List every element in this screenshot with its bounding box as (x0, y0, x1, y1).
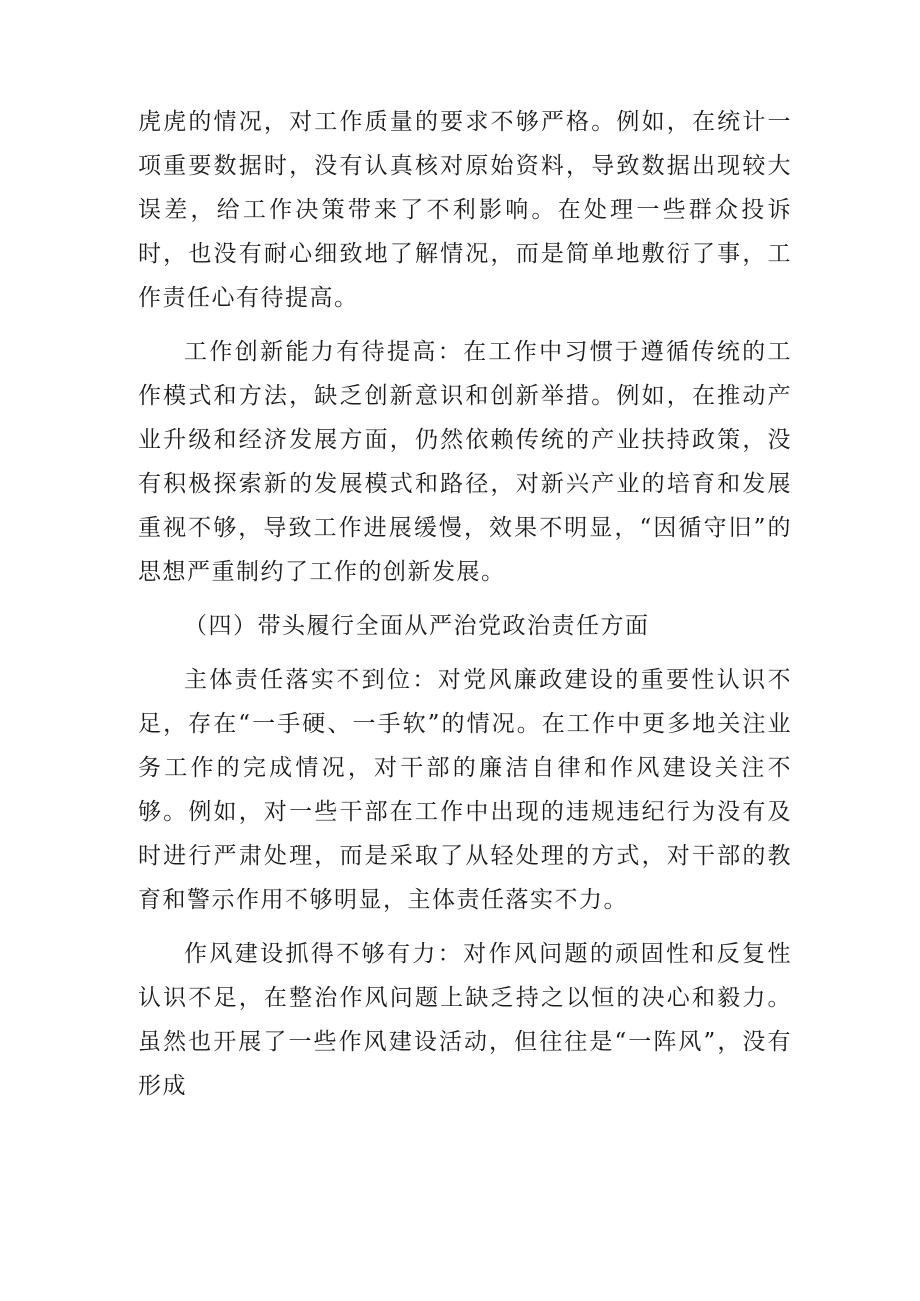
section-heading: （四）带头履行全面从严治党政治责任方面 (184, 613, 650, 639)
paragraph-work-style: 作风建设抓得不够有力：对作风问题的顽固性和反复性认识不足，在整治作风问题上缺乏持之以恒的决心和毅力。虽然也开展了一些作风建设活动，但往往是“一阵风”，没有形成 (138, 941, 792, 1099)
paragraph-innovation: 工作创新能力有待提高：在工作中习惯于遵循传统的工作模式和方法，缺乏创新意识和创新举措。例如，在推动产业升级和经济发展方面，仍然依赖传统的产业扶持政策，没有积极探索新的发展模式和路径，对新兴产业的培育和发展重视不够，导致工作进展缓慢，效果不明显，“因循守旧”的思想严重制约了工作的创新发展。 (138, 339, 792, 585)
paragraph-responsibility: 主体责任落实不到位：对党风廉政建设的重要性认识不足，存在“一手硬、一手软”的情况。在工作中更多地关注业务工作的完成情况，对干部的廉洁自律和作风建设关注不够。例如，对一些干部在工作中出现的违规违纪行为没有及时进行严肃处理，而是采取了从轻处理的方式，对干部的教育和警示作用不够明显，主体责任落实不力。 (138, 667, 792, 913)
document-page (138, 100, 792, 1118)
paragraph-continued: 虎虎的情况，对工作质量的要求不够严格。例如，在统计一项重要数据时，没有认真核对原始资料，导致数据出现较大误差，给工作决策带来了不利影响。在处理一些群众投诉时，也没有耐心细致地了解情况，而是简单地敷衍了事，工作责任心有待提高。 (138, 109, 792, 311)
